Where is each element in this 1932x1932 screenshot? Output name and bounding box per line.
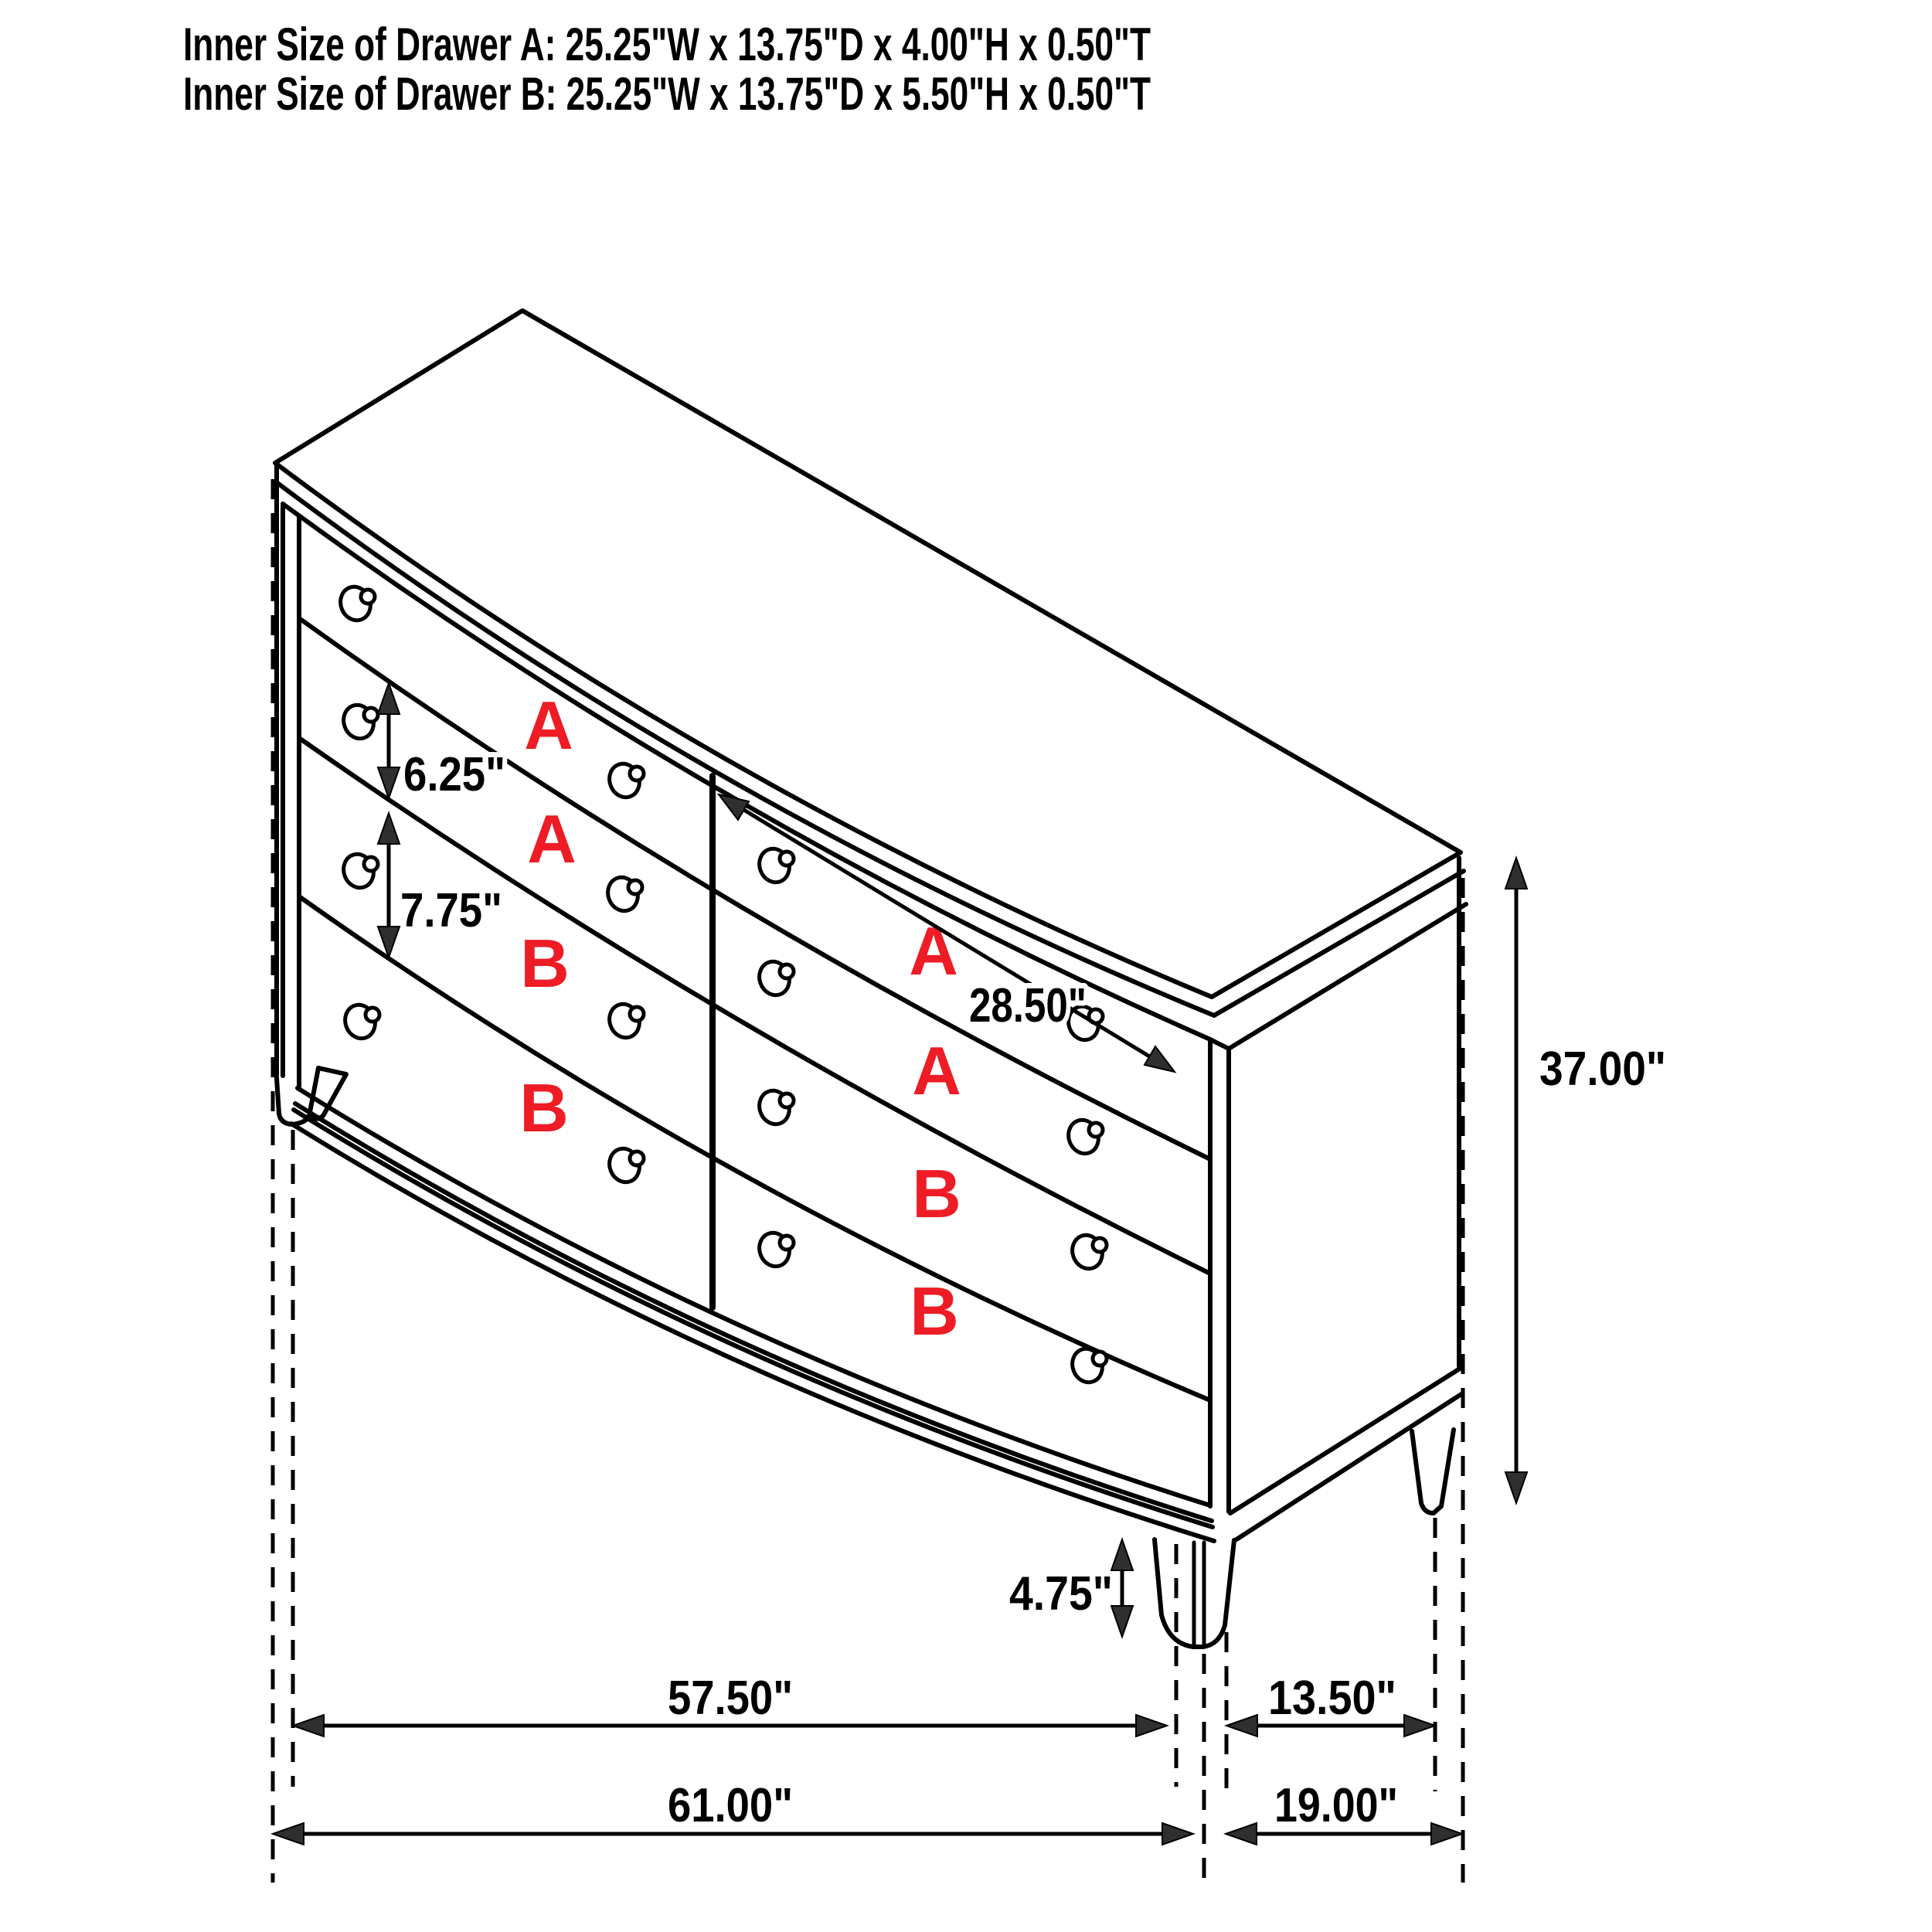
drawer-knob [339,701,379,743]
dim-label-overall-width: 61.00" [668,1779,793,1832]
drawer-knob [755,1229,794,1270]
arrowhead-left-icon [273,1823,304,1845]
drawer-knob [605,1145,645,1186]
drawer-knob [341,1001,380,1043]
arrowhead-down-icon [1505,1472,1527,1503]
left-bank-drawer-1-label: A [524,687,573,764]
drawer-knob [755,957,794,999]
base-rail-mid-2 [294,1110,1213,1527]
left-bank-drawer-3-label: B [520,925,570,1002]
arrowhead-right-icon [1162,1823,1193,1845]
drawer-knob [1068,1231,1107,1273]
left-bank-drawer-4-label: B [519,1070,569,1146]
arrowhead-up-icon [1111,1539,1133,1570]
drawer-knob [605,1000,645,1042]
dim-label-overall-depth: 19.00" [1274,1779,1398,1832]
arrowhead-right-icon [1136,1715,1167,1736]
arrowhead-up-icon [378,813,400,844]
arrowhead-up-icon [1505,858,1527,889]
drawer-knob [604,873,643,915]
left-bank-drawer-2-label: A [527,801,577,877]
right-bank-drawer-4-label: B [910,1273,959,1349]
side-bottom-edge [1230,1369,1460,1513]
dim-label-drawer-b-height: 7.75" [400,884,502,937]
drawer-knob [339,850,379,892]
drawer-knob [605,760,645,801]
dim-label-leg-height: 4.75" [1009,1567,1113,1621]
arrowhead-up-left-icon [719,794,749,820]
arrowhead-down-right-icon [1145,1046,1175,1072]
back-right-leg [1412,1430,1454,1513]
dim-label-bank-width: 28.50" [969,979,1087,1032]
dresser-body [275,311,1466,1647]
arrowhead-left-icon [1226,1823,1257,1845]
arrowhead-right-icon [1404,1715,1435,1736]
arrowhead-right-icon [1431,1823,1462,1845]
right-bank-drawer-3-label: B [912,1155,961,1232]
drawer-knob [336,583,376,624]
dimension-arrows [273,683,1527,1845]
arrowhead-left-icon [293,1715,324,1736]
drawer-knob [1068,1345,1107,1386]
drawer-knob [755,1087,794,1128]
title-line-drawer-a: Inner Size of Drawer A: 25.25"W x 13.75"D x 4.00"H x 0.50"T [183,19,1151,70]
drawer-knob [755,845,794,886]
dim-label-drawer-a-height: 6.25" [403,748,505,801]
right-bank-drawer-1-label: A [909,913,958,989]
dim-label-overall-height: 37.00" [1539,1043,1666,1096]
right-bank-drawer-2-label: A [912,1032,961,1109]
side-base-edge [1236,1394,1461,1539]
arrowhead-left-icon [1226,1715,1257,1736]
arrowhead-down-icon [1111,1606,1133,1637]
dim-label-front-legs-span: 57.50" [668,1672,793,1725]
dim-label-side-legs-span: 13.50" [1268,1672,1396,1725]
drawer-knob [1064,1116,1104,1158]
title-line-drawer-b: Inner Size of Drawer B: 25.25"W x 13.75"D x 5.50"H x 0.50"T [183,68,1151,120]
